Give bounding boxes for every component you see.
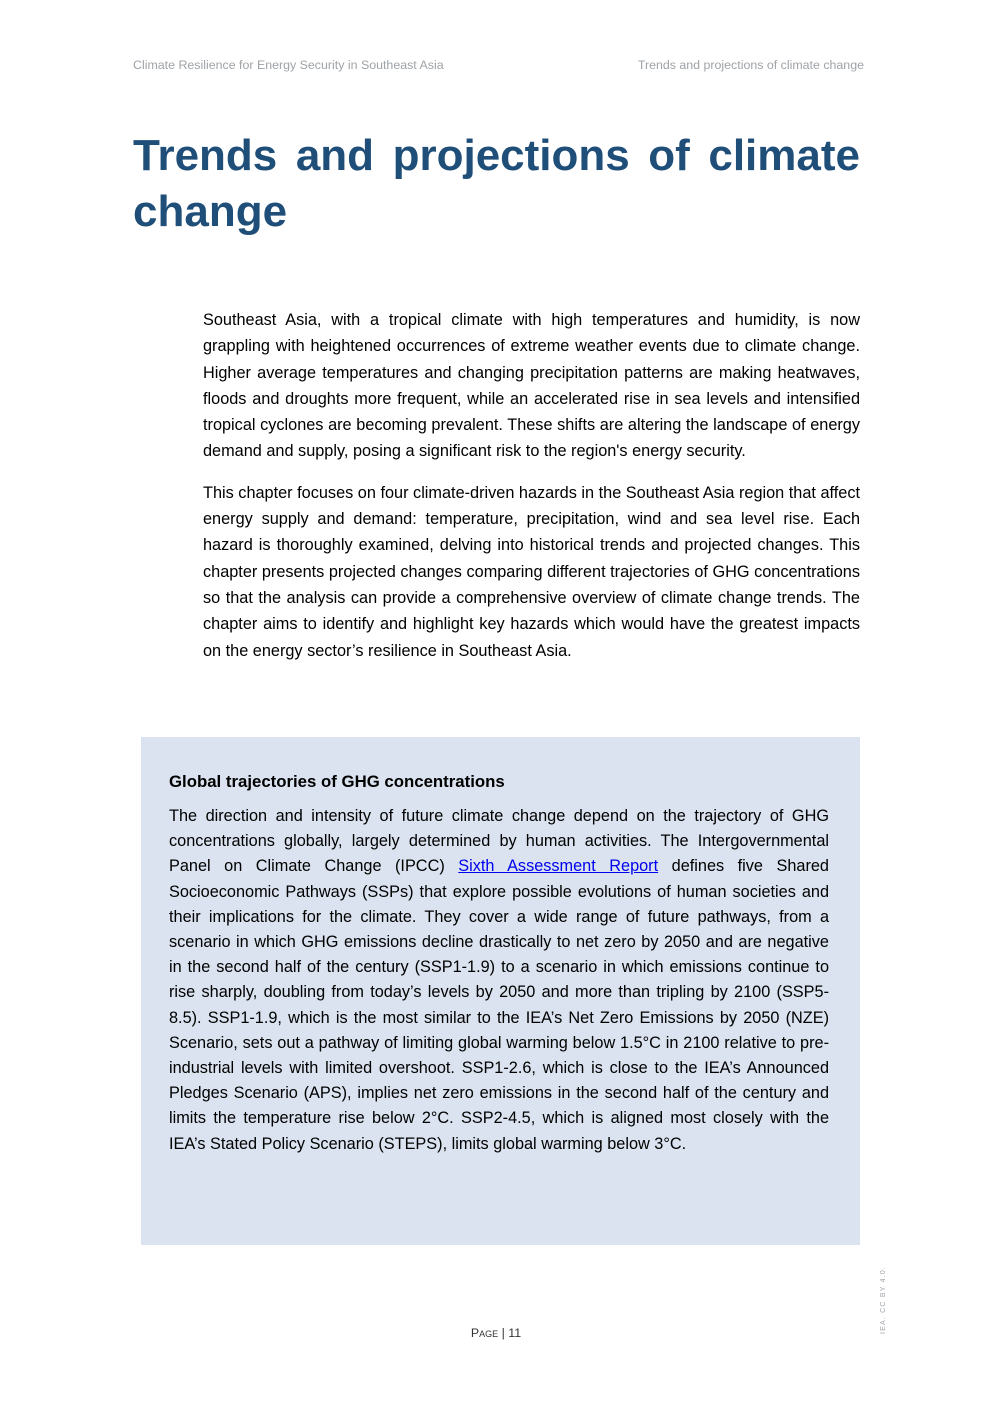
header-chapter-title: Trends and projections of climate change — [637, 58, 864, 72]
info-box-text — [169, 804, 829, 1157]
page-separator: | — [498, 1326, 509, 1340]
sixth-assessment-report-link[interactable]: Sixth Assessment Report — [458, 857, 659, 876]
info-box-text-part-1: The direction and intensity of future climate change depend on the trajectory of GHG concentrations globally, largely determined by human activities. The Intergovernmental Panel on Climate Change (IPCC) — [169, 807, 829, 876]
header-report-title: Climate Resilience for Energy Security in Southeast Asia — [133, 58, 444, 72]
intro-paragraph-2: This chapter focuses on four climate-driven hazards in the Southeast Asia region that affect energy supply and demand: temperature, precipitation, wind and sea level rise. Each hazard is thoroughly examined, delving into historical trends and projected changes. This chapter presents projected changes comparing different trajectories of GHG concentrations so that the analysis can provide a comprehensive overview of climate change trends. The chapter aims to identify and highlight key hazards which would have the greatest impacts on the energy sector’s resilience in Southeast Asia. — [203, 483, 860, 660]
license-note: IEA. CC BY 4.0. — [880, 1265, 887, 1334]
chapter-title: Trends and projections of climate change — [133, 131, 860, 236]
intro-paragraph-1: Southeast Asia, with a tropical climate with high temperatures and humidity, is now grappling with heightened occurrences of extreme weather events due to climate change. Higher average temperatures and changing precipitation patterns are making heatwaves, floods and droughts more frequent, while an accelerated rise in sea levels and intensified tropical cyclones are becoming prevalent. These shifts are altering the landscape of energy demand and supply, posing a significant risk to the region's energy security. — [203, 311, 860, 461]
page-label: Page — [470, 1326, 499, 1340]
page-number — [0, 1326, 992, 1340]
running-header — [133, 58, 864, 76]
intro-section — [203, 307, 860, 679]
info-box-title: Global trajectories of GHG concentrations — [169, 772, 505, 791]
info-box-text-part-2: defines five Shared Socioeconomic Pathways (SSPs) that explore possible evolutions of human societies and their implications for the climate. They cover a wide range of future pathways, from a scenario in which GHG emissions decline drastically to net zero by 2050 and are negative in the second half of the century (SSP1-1.9) to a scenario in which emissions continue to rise sharply, doubling from today’s levels by 2050 and more than tripling by 2100 (SSP5-8.5). SSP1-1.9, which is the most similar to the IEA’s Net Zero Emissions by 2050 (NZE) Scenario, sets out a pathway of limiting global warming below 1.5°C in 2100 relative to pre-industrial levels with limited overshoot. SSP1-2.6, which is close to the IEA’s Announced Pledges Scenario (APS), implies net zero emissions in the second half of the century and limits the temperature rise below 2°C. SSP2-4.5, which is aligned most closely with the IEA’s Stated Policy Scenario (STEPS), limits global warming below 3°C. — [169, 857, 829, 1153]
page-number-value: 11 — [508, 1326, 522, 1340]
